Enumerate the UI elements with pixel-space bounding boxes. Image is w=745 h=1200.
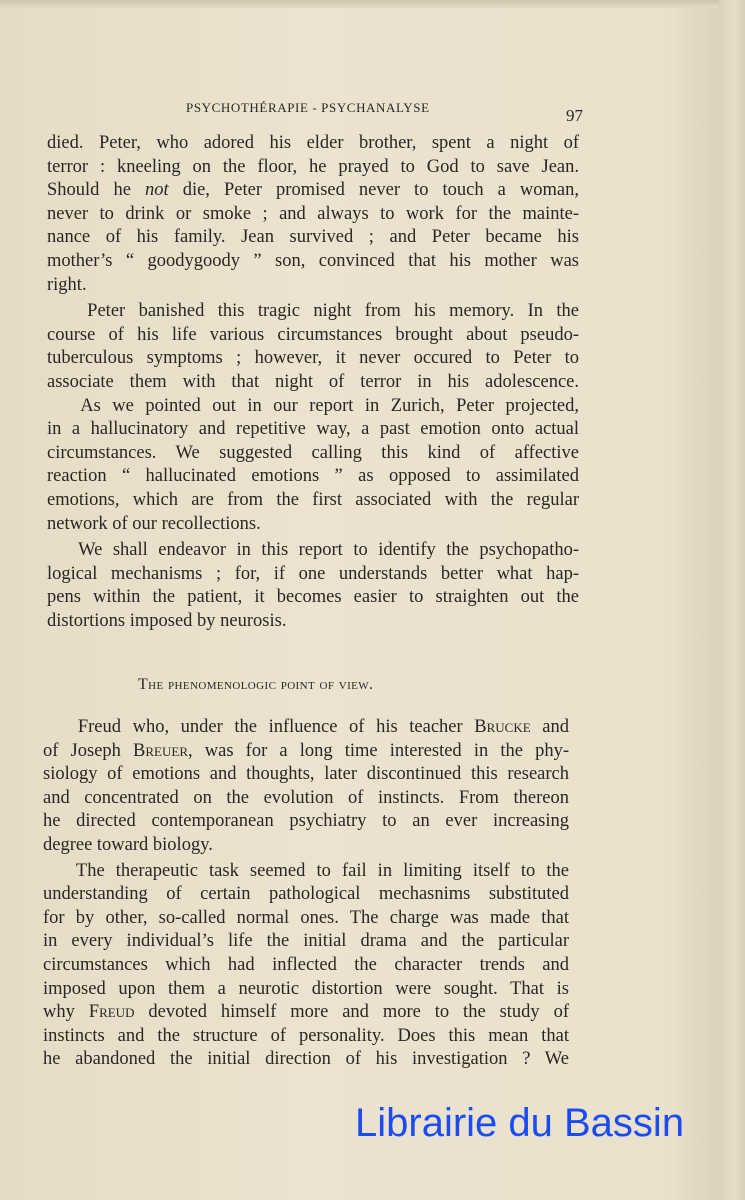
text-line xyxy=(43,834,569,856)
text-line xyxy=(47,539,579,561)
text-segment: imposed upon them a neurotic distortion were sought. That is xyxy=(43,978,569,999)
text-segment: distortions imposed by neurosis. xyxy=(47,611,287,631)
text-segment: of Joseph xyxy=(43,740,134,761)
page-top-edge xyxy=(0,0,745,8)
text-line xyxy=(47,226,579,248)
text-segment: course of his life various circumstances brought about pseudo- xyxy=(47,324,579,345)
text-segment: in every individual’s life the initial drama and the particular xyxy=(43,931,569,952)
text-line xyxy=(43,978,569,1000)
text-segment: for by other, so-called normal ones. The charge was made that xyxy=(43,907,569,928)
text-segment: never to drink or smoke ; and always to work for the mainte- xyxy=(47,203,579,224)
text-segment: tuberculous symptoms ; however, it never occured to Peter to xyxy=(47,348,579,369)
text-line xyxy=(47,347,579,369)
text-line xyxy=(47,300,579,322)
text-line xyxy=(43,860,569,882)
text-segment: devoted himself more and more to the study of xyxy=(134,1002,569,1023)
text-segment: pens within the patient, it becomes easier to straighten out the xyxy=(47,587,579,608)
text-segment: nance of his family. Jean survived ; and Peter became his xyxy=(47,227,579,248)
text-line xyxy=(47,395,579,417)
text-segment: he abandoned the initial direction of his investigation ? We xyxy=(43,1049,569,1070)
text-segment: , was for a long time interested in the phy- xyxy=(188,740,569,761)
text-line xyxy=(43,1025,569,1047)
text-line xyxy=(43,787,569,809)
text-segment: emotions, which are from the first associated with the regular xyxy=(47,490,579,510)
text-line xyxy=(47,179,579,201)
text-segment: right. xyxy=(47,274,87,295)
italic-word: not xyxy=(145,180,169,201)
text-segment: reaction “ hallucinated emotions ” as opposed to assimilated xyxy=(47,466,579,487)
text-line xyxy=(47,371,579,393)
text-line xyxy=(43,907,569,929)
text-line xyxy=(47,203,579,225)
watermark: Librairie du Bassin xyxy=(355,1101,685,1145)
text-segment: understanding of certain pathological mechasnims substituted xyxy=(43,884,569,905)
text-line xyxy=(43,1048,569,1070)
text-segment: Freud who, under the influence of his teacher xyxy=(43,717,475,737)
text-segment: and xyxy=(530,717,569,737)
text-segment: We shall endeavor in this report to identify the psychopatho- xyxy=(47,540,579,561)
text-segment: mother’s “ goodygoody ” son, convinced that his mother was xyxy=(47,251,579,271)
text-segment: died. Peter, who adored his elder brother, spent a night of xyxy=(47,133,579,153)
text-line xyxy=(43,930,569,952)
text-line xyxy=(47,563,579,585)
text-line xyxy=(47,465,579,487)
text-segment: in a hallucinatory and repetitive way, a past emotion onto actual xyxy=(47,419,579,440)
text-segment: As we pointed out in our report in Zurich, Peter projected, xyxy=(47,395,579,416)
small-caps-name: Freud xyxy=(88,1002,135,1023)
text-line xyxy=(47,418,579,440)
text-line xyxy=(43,810,569,832)
text-line xyxy=(47,442,579,464)
text-line xyxy=(47,489,579,511)
text-line xyxy=(47,586,579,608)
page-gutter-edge xyxy=(719,0,745,1200)
text-line xyxy=(47,250,579,272)
text-segment: why xyxy=(43,1002,89,1023)
text-segment: siology of emotions and thoughts, later discontinued this research xyxy=(43,764,569,785)
text-segment: terror : kneeling on the floor, he prayed to God to save Jean. xyxy=(47,156,579,177)
text-segment: The therapeutic task seemed to fail in limiting itself to the xyxy=(43,860,569,881)
small-caps-name: Brucke xyxy=(474,717,531,737)
text-line xyxy=(43,763,569,785)
text-segment: degree toward biology. xyxy=(43,835,213,855)
text-segment: die, Peter promised never to touch a woman, xyxy=(168,180,580,201)
text-segment: Should he xyxy=(47,180,145,201)
text-segment: associate them with that night of terror in his adolescence. xyxy=(47,372,579,392)
text-segment: he directed contemporanean psychiatry to an ever increasing xyxy=(43,811,569,832)
text-line xyxy=(47,610,579,632)
text-segment: instincts and the structure of personality. Does this mean that xyxy=(43,1025,569,1046)
text-line xyxy=(43,954,569,976)
text-line xyxy=(43,883,569,905)
text-line xyxy=(47,513,579,535)
text-line xyxy=(47,324,579,346)
text-segment: circumstances which had inflected the character trends and xyxy=(43,955,569,975)
running-title: PSYCHOTHÉRAPIE - PSYCHANALYSE xyxy=(186,100,430,115)
text-line xyxy=(47,156,579,178)
text-segment: circumstances. We suggested calling this kind of affective xyxy=(47,442,579,463)
section-heading: The phenomenologic point of view. xyxy=(138,676,374,693)
text-line xyxy=(43,740,569,762)
text-line xyxy=(43,716,569,738)
text-segment: logical mechanisms ; for, if one understands better what hap- xyxy=(47,563,579,584)
text-line xyxy=(47,132,579,154)
text-segment: network of our recollections. xyxy=(47,513,261,534)
page-number: 97 xyxy=(566,106,583,125)
text-segment: Peter banished this tragic night from his memory. In the xyxy=(47,301,579,322)
text-line xyxy=(43,1001,569,1023)
text-line xyxy=(47,274,579,296)
small-caps-name: Breuer xyxy=(133,740,188,761)
text-segment: and concentrated on the evolution of instincts. From thereon xyxy=(43,787,569,808)
